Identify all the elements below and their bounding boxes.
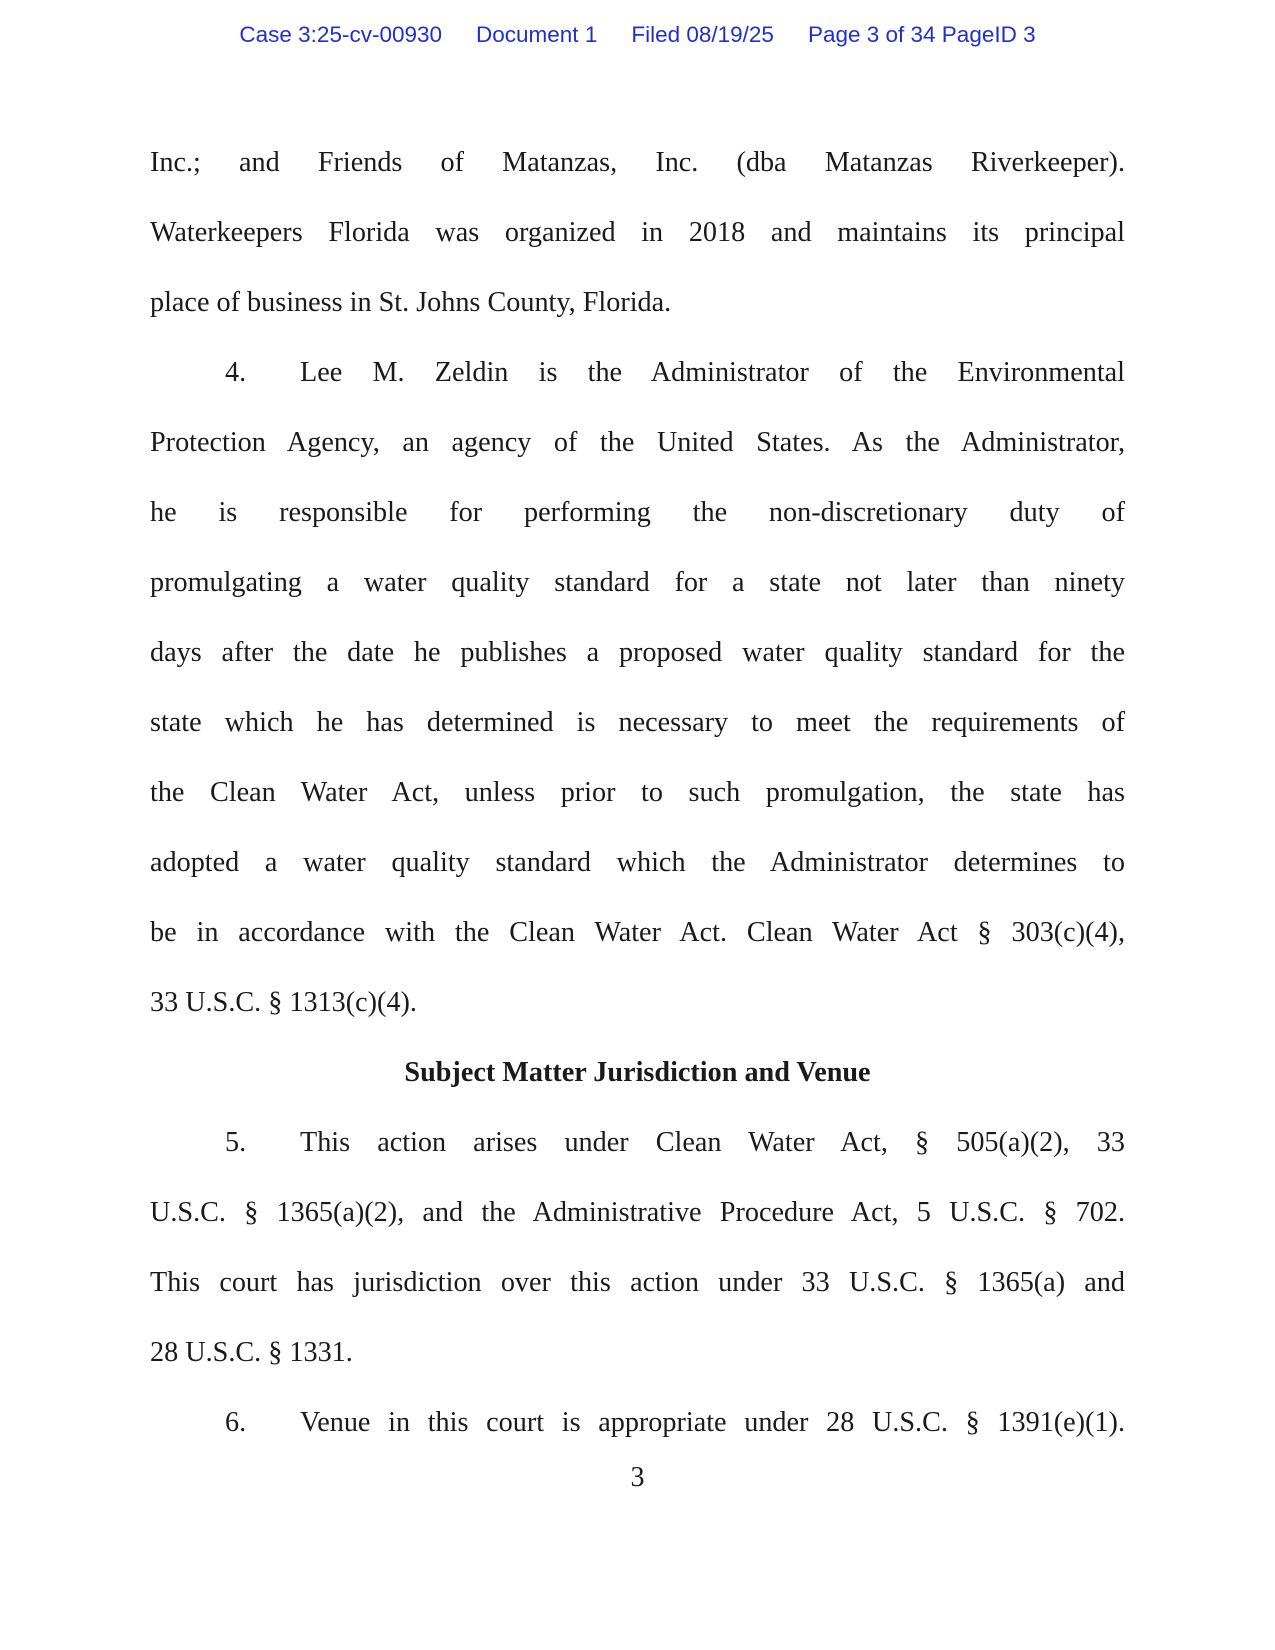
body-line: be in accordance with the Clean Water Act. Clean Water Act § 303(c)(4),	[150, 917, 1125, 948]
body-line: promulgating a water quality standard for a state not later than ninety	[150, 567, 1125, 598]
paragraph-number: 5.	[225, 1127, 247, 1158]
paragraph-number: 6.	[225, 1407, 247, 1438]
ecf-header	[0, 22, 1275, 48]
body-line: This court has jurisdiction over this action under 33 U.S.C. § 1365(a) and	[150, 1267, 1125, 1298]
paragraph-number: 4.	[225, 357, 247, 388]
paragraph-6-first-line	[150, 1388, 1125, 1458]
body-line: This action arises under Clean Water Act, § 505(a)(2), 33	[300, 1127, 1125, 1158]
body-line: 33 U.S.C. § 1313(c)(4).	[150, 987, 417, 1018]
body-line: U.S.C. § 1365(a)(2), and the Administrative Procedure Act, 5 U.S.C. § 702.	[150, 1197, 1125, 1228]
body-line: days after the date he publishes a proposed water quality standard for the	[150, 637, 1125, 668]
case-number: Case 3:25-cv-00930	[239, 22, 443, 47]
filed-date: Filed 08/19/25	[631, 22, 774, 47]
body-line: 28 U.S.C. § 1331.	[150, 1337, 353, 1368]
page-number: 3	[630, 1462, 645, 1493]
section-heading: Subject Matter Jurisdiction and Venue	[404, 1057, 871, 1088]
paragraph-4-first-line	[150, 338, 1125, 408]
body-line: Venue in this court is appropriate under 28 U.S.C. § 1391(e)(1).	[300, 1407, 1125, 1438]
body-line: state which he has determined is necessary to meet the requirements of	[150, 707, 1125, 738]
body-line: adopted a water quality standard which the Administrator determines to	[150, 847, 1125, 878]
body-line: Protection Agency, an agency of the United States. As the Administrator,	[150, 427, 1125, 458]
body-line: place of business in St. Johns County, Florida.	[150, 287, 672, 318]
paragraph-5-first-line	[150, 1108, 1125, 1178]
document-body	[150, 128, 1125, 1458]
document-number: Document 1	[476, 22, 598, 47]
body-line: Waterkeepers Florida was organized in 2018 and maintains its principal	[150, 217, 1125, 248]
body-line: he is responsible for performing the non-discretionary duty of	[150, 497, 1125, 528]
body-line: Lee M. Zeldin is the Administrator of the Environmental	[300, 357, 1125, 388]
page-id: Page 3 of 34 PageID 3	[807, 22, 1036, 47]
body-line: the Clean Water Act, unless prior to such promulgation, the state has	[150, 777, 1125, 808]
body-line: Inc.; and Friends of Matanzas, Inc. (dba Matanzas Riverkeeper).	[150, 147, 1125, 178]
